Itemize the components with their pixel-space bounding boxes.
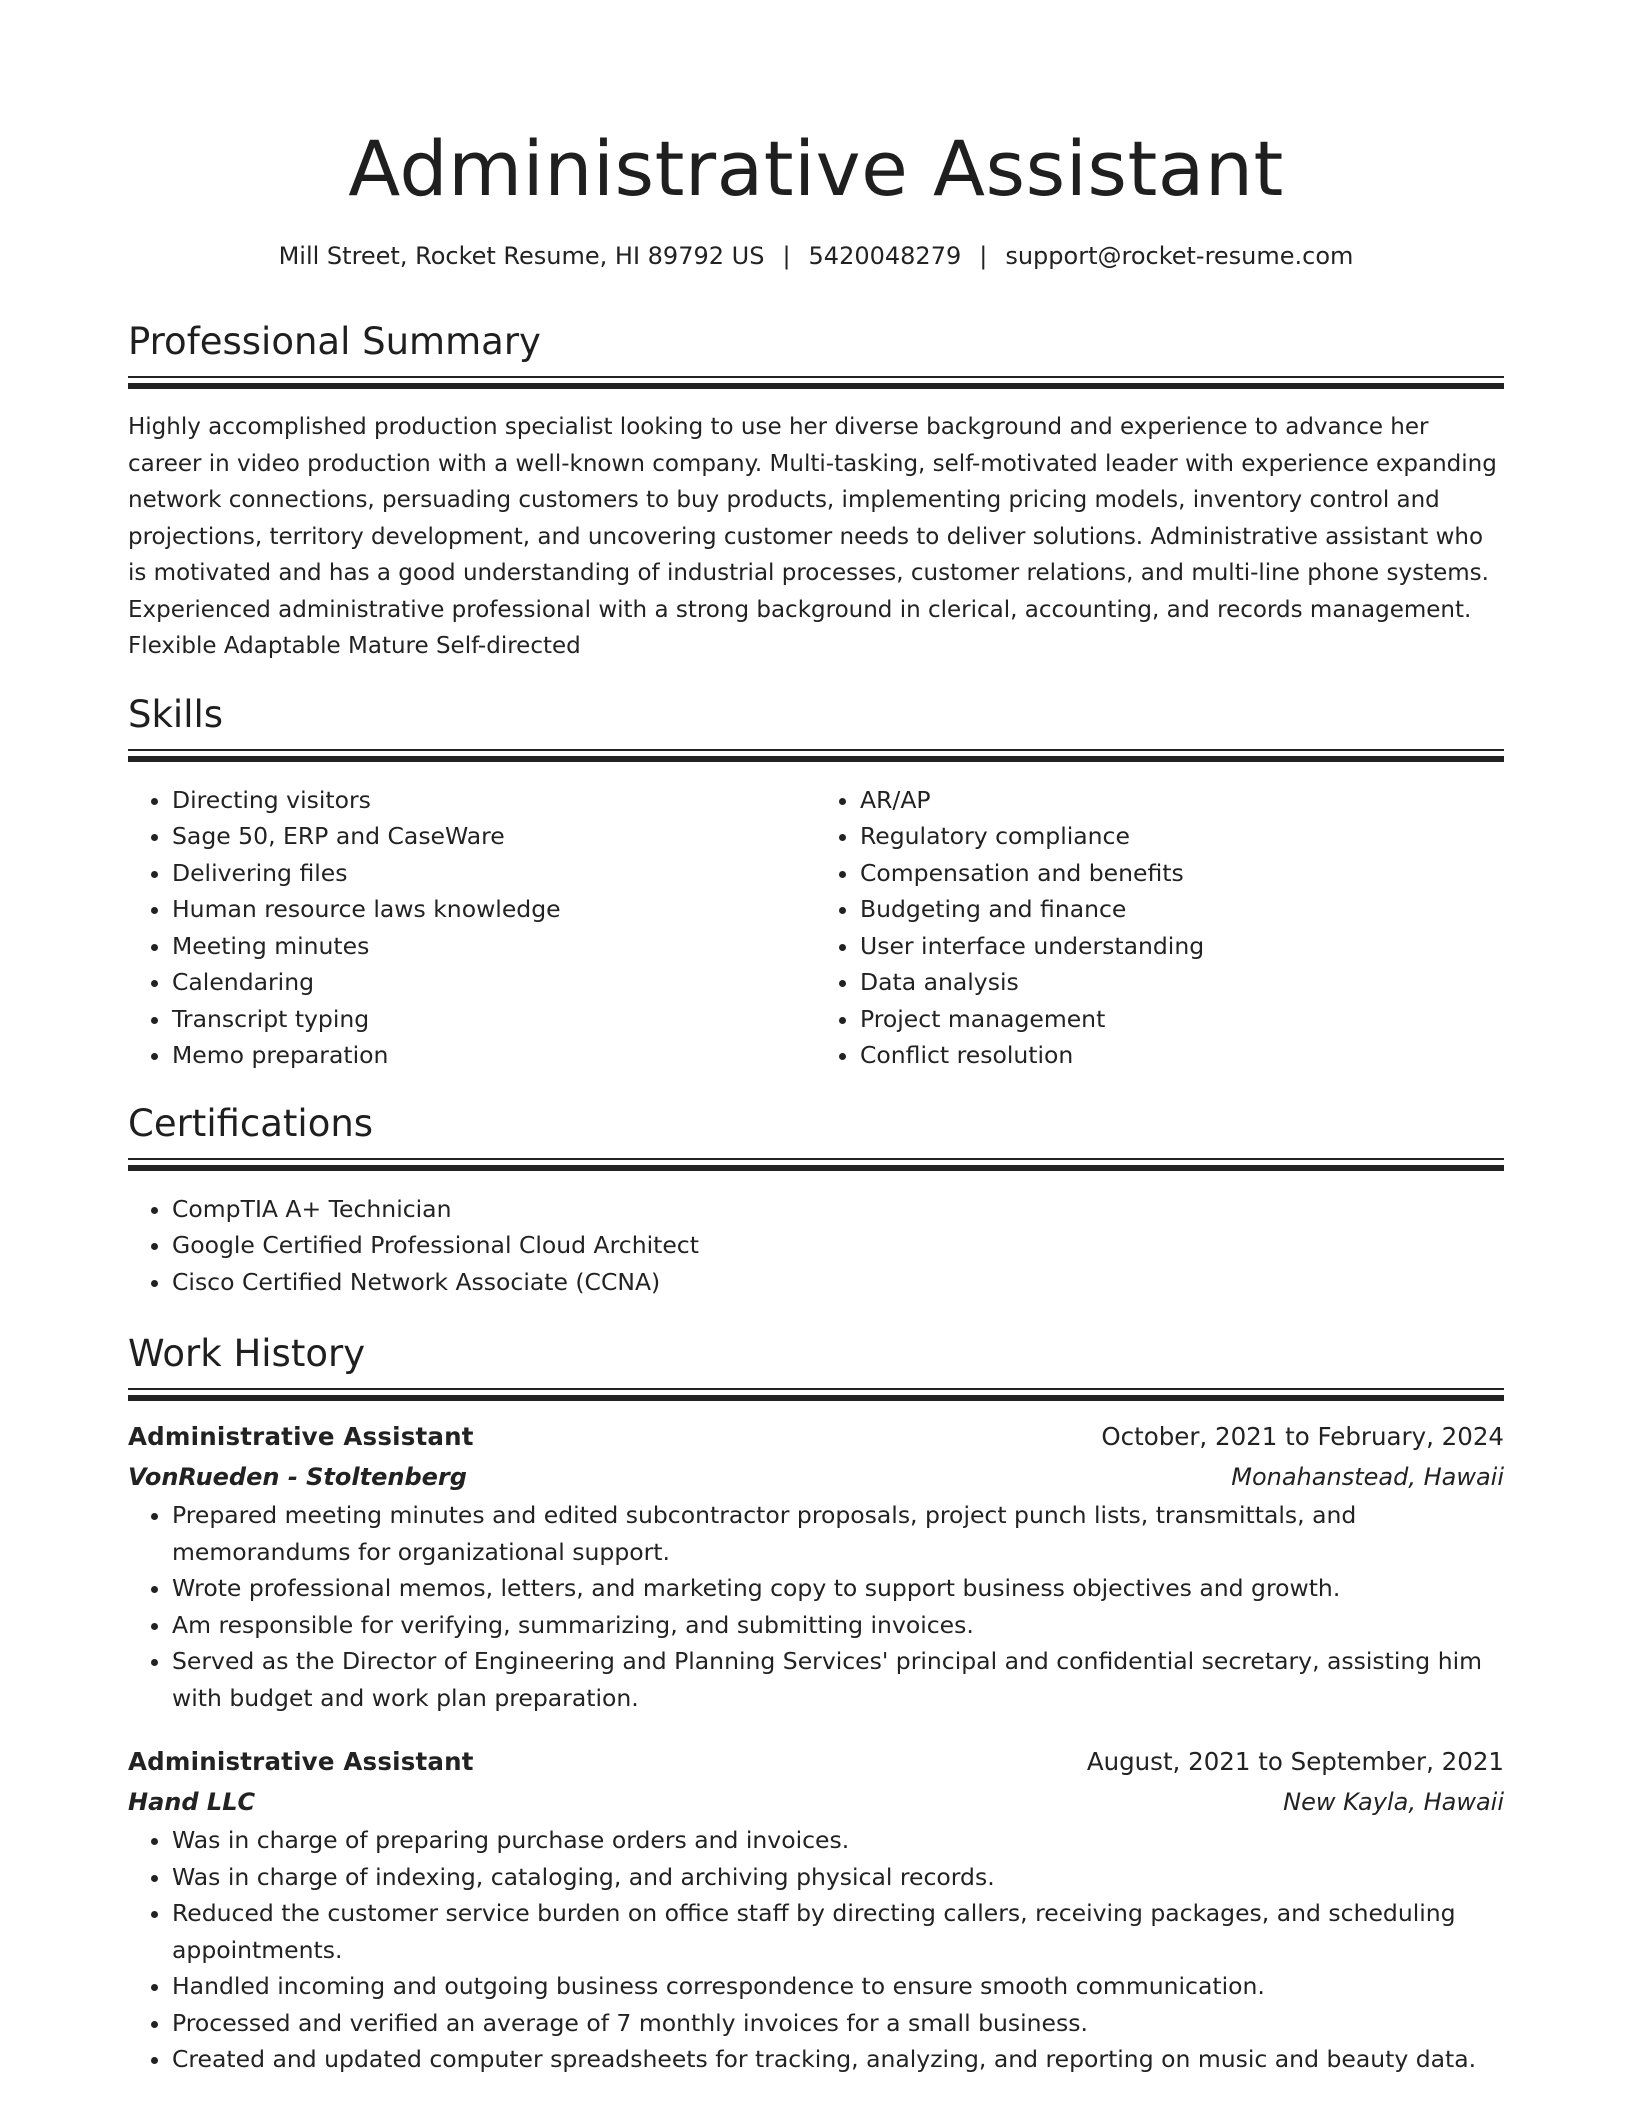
contact-line	[128, 240, 1504, 272]
skill-item: • Human resource laws knowledge	[172, 891, 816, 928]
contact-phone: 5420048279	[808, 242, 962, 270]
summary-heading: Professional Summary	[128, 320, 541, 363]
certification-item: • CompTIA A+ Technician	[172, 1191, 1504, 1228]
section-divider	[128, 749, 1504, 764]
contact-address: Mill Street, Rocket Resume, HI 89792 US	[278, 242, 765, 270]
job-title: Administrative Assistant	[128, 1747, 474, 1776]
skills-list-left	[128, 782, 816, 1074]
job-header	[128, 1417, 1504, 1457]
job-entry	[128, 1742, 1504, 2078]
contact-separator: |	[782, 242, 791, 270]
job-duty: • Served as the Director of Engineering and Planning Services' principal and confidential secretary, assisting him with budget and work plan preparation.	[172, 1643, 1504, 1716]
skills-column-right	[816, 782, 1504, 1074]
job-duty: • Prepared meeting minutes and edited subcontractor proposals, project punch lists, transmittals, and memorandums for organizational support.	[172, 1497, 1504, 1570]
work-history-section	[128, 1330, 1504, 2078]
job-duty: • Was in charge of preparing purchase orders and invoices.	[172, 1822, 1504, 1859]
job-duty: • Handled incoming and outgoing business correspondence to ensure smooth communication.	[172, 1968, 1504, 2005]
skill-item: • Project management	[860, 1001, 1504, 1038]
job-duty: • Reduced the customer service burden on office staff by directing callers, receiving packages, and scheduling appointments.	[172, 1895, 1504, 1968]
job-location: Monahanstead, Hawaii	[1231, 1463, 1504, 1491]
job-duty: • Wrote professional memos, letters, and marketing copy to support business objectives and growth.	[172, 1570, 1504, 1607]
job-subheader	[128, 1457, 1504, 1497]
job-location: New Kayla, Hawaii	[1283, 1788, 1504, 1816]
contact-separator: |	[979, 242, 988, 270]
certification-item: • Cisco Certified Network Associate (CCNA)	[172, 1264, 1504, 1301]
section-divider	[128, 1388, 1504, 1403]
job-duties-list	[128, 1497, 1504, 1716]
skill-item: • Compensation and benefits	[860, 855, 1504, 892]
job-duty: • Was in charge of indexing, cataloging, and archiving physical records.	[172, 1859, 1504, 1896]
skills-columns	[128, 782, 1504, 1074]
skill-item: • Conflict resolution	[860, 1037, 1504, 1074]
job-title: Administrative Assistant	[128, 1422, 474, 1451]
certifications-list	[128, 1191, 1504, 1301]
skill-item: • Directing visitors	[172, 782, 816, 819]
job-entry	[128, 1417, 1504, 1716]
skill-item: • Data analysis	[860, 964, 1504, 1001]
section-divider	[128, 1158, 1504, 1173]
summary-section	[128, 318, 1504, 665]
certification-item: • Google Certified Professional Cloud Architect	[172, 1227, 1504, 1264]
skills-list-right	[816, 782, 1504, 1074]
job-company: VonRueden - Stoltenberg	[128, 1463, 467, 1491]
skill-item: • Calendaring	[172, 964, 816, 1001]
job-subheader	[128, 1782, 1504, 1822]
certifications-heading: Certifications	[128, 1101, 374, 1145]
skills-heading: Skills	[128, 692, 224, 736]
job-duties-list	[128, 1822, 1504, 2078]
skills-section	[128, 691, 1504, 1074]
skill-item: • Budgeting and finance	[860, 891, 1504, 928]
skill-item: • Regulatory compliance	[860, 818, 1504, 855]
work-history-heading: Work History	[128, 1332, 366, 1375]
resume-page	[128, 0, 1504, 2078]
certifications-section	[128, 1100, 1504, 1301]
job-dates: August, 2021 to September, 2021	[1086, 1747, 1504, 1776]
skill-item: • Meeting minutes	[172, 928, 816, 965]
job-duty: • Processed and verified an average of 7 monthly invoices for a small business.	[172, 2005, 1504, 2042]
job-duty: • Created and updated computer spreadsheets for tracking, analyzing, and reporting on music and beauty data.	[172, 2041, 1504, 2078]
job-dates: October, 2021 to February, 2024	[1101, 1422, 1504, 1451]
skill-item: • Memo preparation	[172, 1037, 816, 1074]
skill-item: • User interface understanding	[860, 928, 1504, 965]
resume-name: Administrative Assistant	[348, 124, 1284, 213]
skills-column-left	[128, 782, 816, 1074]
skill-item: • AR/AP	[860, 782, 1504, 819]
skill-item: • Transcript typing	[172, 1001, 816, 1038]
contact-email[interactable]: support@rocket-resume.com	[1005, 242, 1354, 270]
job-company: Hand LLC	[128, 1788, 256, 1816]
section-divider	[128, 376, 1504, 391]
summary-text: Highly accomplished production specialist looking to use her diverse background and experience to advance her career in video production with a well-known company. Multi-tasking, self-motivated leader with experience expanding network connections, persuading customers to buy products, implementing pricing models, inventory control and projections, territory development, and uncovering customer needs to deliver solutions. Administrative assistant who is motivated and has a good understanding of industrial processes, customer relations, and multi-line phone systems. Experienced administrative professional with a strong background in clerical, accounting, and records management. Flexible Adaptable Mature Self-directed	[128, 414, 1497, 659]
skill-item: • Delivering files	[172, 855, 816, 892]
skill-item: • Sage 50, ERP and CaseWare	[172, 818, 816, 855]
job-duty: • Am responsible for verifying, summarizing, and submitting invoices.	[172, 1607, 1504, 1644]
job-header	[128, 1742, 1504, 1782]
